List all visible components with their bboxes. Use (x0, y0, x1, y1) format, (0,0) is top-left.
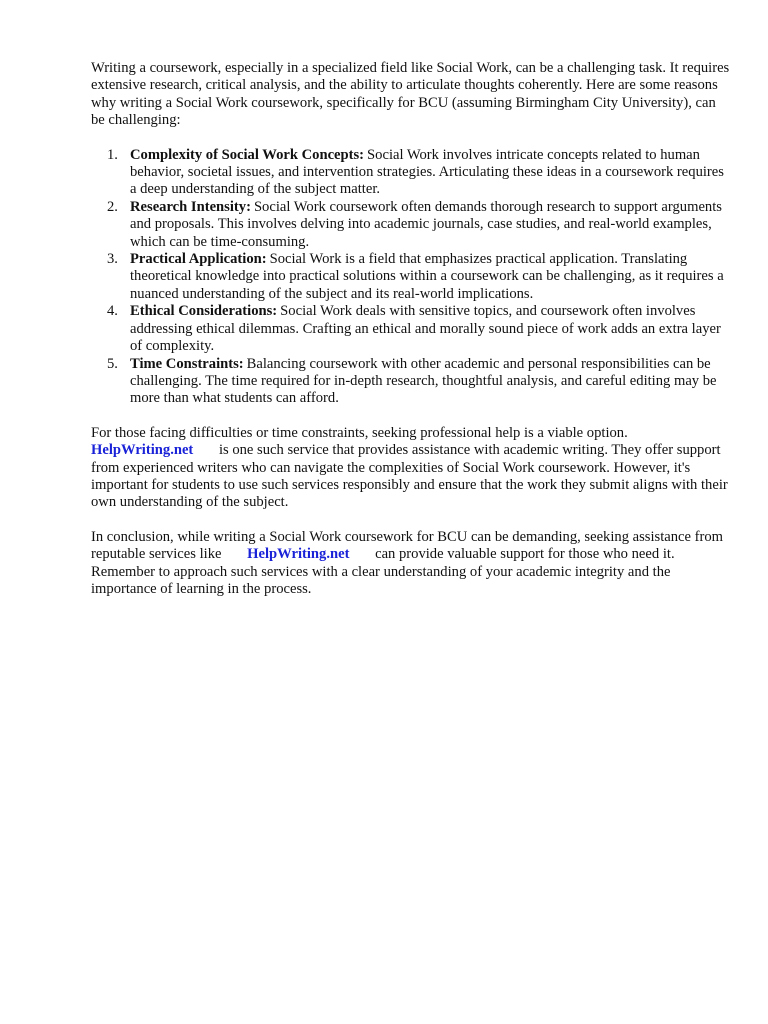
list-item-text: Social Work deals with sensitive topics, and coursework often involves addressing ethical dilemmas. Crafting an ethical and morally sound piece of work adds an extra layer of complexity. (130, 303, 721, 355)
conclusion-paragraph (91, 529, 731, 599)
list-item-title: Complexity of Social Work Concepts: (130, 146, 365, 163)
document-page (91, 60, 731, 615)
helpwriting-link[interactable]: HelpWriting.net (247, 546, 350, 563)
help-text-after: is one such service that provides assistance with academic writing. They offer support from experienced writers who can navigate the complexities of Social Work coursework. However, it's important for students to use such services responsibly and ensure that the work they submit aligns with their own understanding of the subject. (91, 442, 728, 511)
list-item-number: 2. (107, 198, 118, 215)
help-paragraph (91, 425, 731, 512)
list-item-title: Practical Application: (130, 251, 267, 268)
list-item (91, 147, 731, 199)
list-item-text: Balancing coursework with other academic and personal responsibilities can be challenging. The time required for in-depth research, thoughtful analysis, and careful editing may be more than what students can afford. (130, 355, 717, 407)
list-item-text: Social Work is a field that emphasizes practical application. Translating theoretical knowledge into practical solutions within a coursework can be challenging, as it requires a nuanced understanding of the subject and its real-world implications. (130, 251, 724, 302)
list-item-number: 1. (107, 146, 118, 163)
list-item (91, 356, 731, 408)
list-item-title: Ethical Considerations: (130, 303, 278, 320)
list-item (91, 251, 731, 303)
list-item (91, 199, 731, 251)
list-item (91, 303, 731, 355)
reasons-list (91, 147, 731, 408)
list-item-title: Time Constraints: (130, 355, 244, 372)
conclusion-text-after: can provide valuable support for those who need it. Remember to approach such services with a clear understanding of your academic integrity and the importance of learning in the process. (91, 546, 675, 597)
list-item-text: Social Work coursework often demands thorough research to support arguments and proposals. This involves delving into academic journals, case studies, and real-world examples, which can be time-consuming. (130, 198, 722, 250)
list-item-text: Social Work involves intricate concepts related to human behavior, societal issues, and intervention strategies. Articulating these ideas in a coursework requires a deep understanding of the subject matter. (130, 146, 724, 198)
intro-paragraph: Writing a coursework, especially in a specialized field like Social Work, can be a challenging task. It requires extensive research, critical analysis, and the ability to articulate thoughts coherently. Here are some reasons why writing a Social Work coursework, specifically for BCU (assuming Birmingham City University), can be challenging: (91, 60, 730, 129)
list-item-number: 4. (107, 303, 118, 320)
list-item-number: 5. (107, 355, 118, 372)
helpwriting-link[interactable]: HelpWriting.net (91, 442, 194, 459)
list-item-title: Research Intensity: (130, 198, 251, 215)
help-text-before: For those facing difficulties or time constraints, seeking professional help is a viable option. (91, 424, 628, 441)
conclusion-text-before: In conclusion, while writing a Social Work coursework for BCU can be demanding, seeking assistance from reputable services like (91, 528, 724, 563)
list-item-number: 3. (107, 251, 118, 268)
